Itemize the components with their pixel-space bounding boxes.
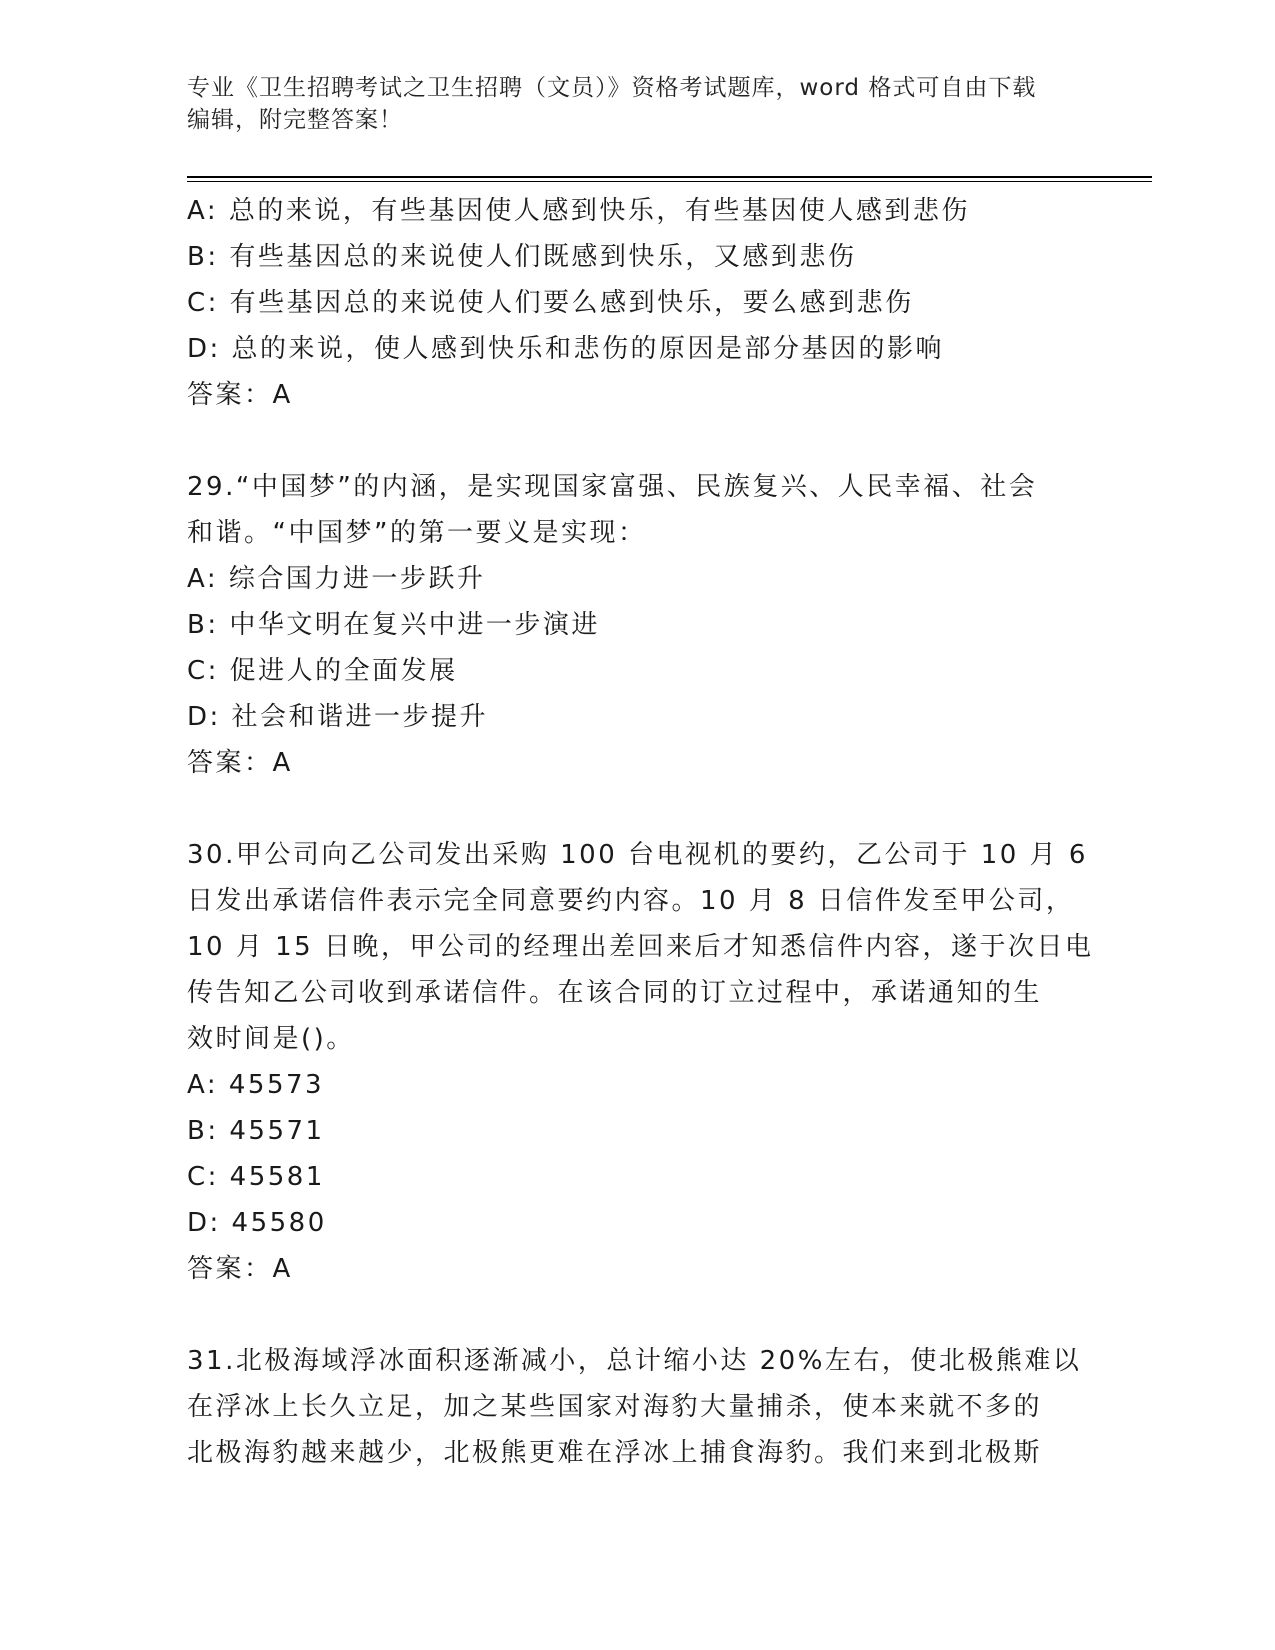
option-d: D: 社会和谐进一步提升	[187, 702, 489, 732]
question-list	[187, 188, 1094, 1476]
header-line-1: 专业《卫生招聘考试之卫生招聘（文员）》资格考试题库，word 格式可自由下载	[187, 75, 1037, 101]
header-rule-thin	[187, 181, 1152, 182]
spacer	[187, 786, 1087, 832]
question-stem-line: 和谐。“中国梦”的第一要义是实现：	[187, 518, 647, 548]
header-rule-thick	[187, 176, 1152, 178]
option-a: A: 总的来说，有些基因使人感到快乐，有些基因使人感到悲伤	[187, 196, 970, 226]
question-stem-line: 在浮冰上长久立足，加之某些国家对海豹大量捕杀，使本来就不多的	[187, 1392, 1043, 1422]
answer-line: 答案：A	[187, 748, 293, 778]
spacer	[187, 1292, 1087, 1338]
question-31	[187, 1338, 1087, 1476]
answer-line: 答案：A	[187, 1254, 293, 1284]
option-d: D: 总的来说，使人感到快乐和悲伤的原因是部分基因的影响	[187, 334, 945, 364]
question-stem-line: 10 月 15 日晚，甲公司的经理出差回来后才知悉信件内容，遂于次日电	[187, 932, 1094, 962]
option-b: B: 45571	[187, 1116, 325, 1146]
question-28	[187, 188, 1087, 418]
question-stem-line: 日发出承诺信件表示完全同意要约内容。10 月 8 日信件发至甲公司，	[187, 886, 1075, 916]
question-30	[187, 832, 1094, 1292]
question-stem-line: 传告知乙公司收到承诺信件。在该合同的订立过程中，承诺通知的生	[187, 978, 1043, 1008]
spacer	[187, 418, 1087, 464]
question-stem-line: 29.“中国梦”的内涵，是实现国家富强、民族复兴、人民幸福、社会	[187, 472, 1038, 502]
question-stem-line: 30.甲公司向乙公司发出采购 100 台电视机的要约，乙公司于 10 月 6	[187, 840, 1088, 870]
question-stem-line: 北极海豹越来越少，北极熊更难在浮冰上捕食海豹。我们来到北极斯	[187, 1438, 1043, 1468]
document-header	[187, 72, 1067, 136]
option-a: A: 综合国力进一步跃升	[187, 564, 486, 594]
option-d: D: 45580	[187, 1208, 327, 1238]
question-stem-line: 效时间是()。	[187, 1024, 355, 1054]
option-c: C: 促进人的全面发展	[187, 656, 458, 686]
option-b: B: 中华文明在复兴中进一步演进	[187, 610, 600, 640]
question-stem-line: 31.北极海域浮冰面积逐渐减小，总计缩小达 20%左右，使北极熊难以	[187, 1346, 1082, 1376]
option-b: B: 有些基因总的来说使人们既感到快乐，又感到悲伤	[187, 242, 857, 272]
header-line-2: 编辑，附完整答案！	[187, 107, 403, 133]
question-29	[187, 464, 1087, 786]
option-a: A: 45573	[187, 1070, 325, 1100]
option-c: C: 有些基因总的来说使人们要么感到快乐，要么感到悲伤	[187, 288, 914, 318]
option-c: C: 45581	[187, 1162, 325, 1192]
answer-line: 答案：A	[187, 380, 293, 410]
